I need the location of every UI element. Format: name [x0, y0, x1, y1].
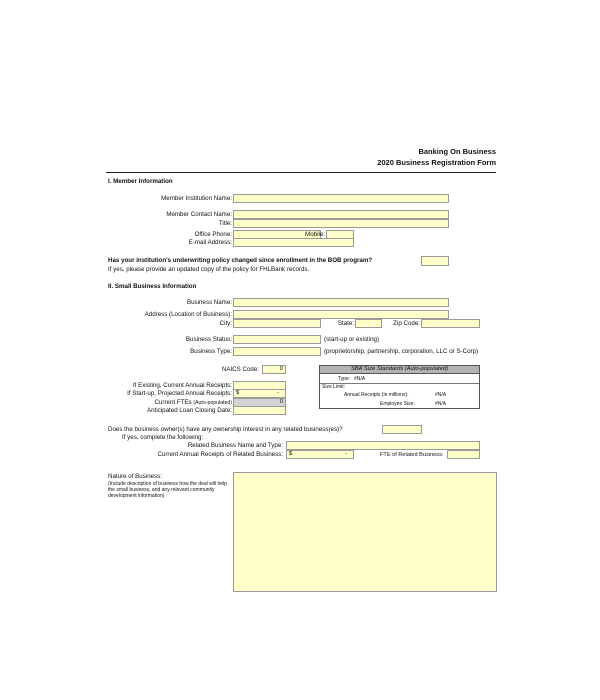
state-field[interactable] — [355, 319, 382, 328]
closing-date-label: Anticipated Loan Closing Date: — [147, 407, 232, 414]
ownership-field[interactable] — [382, 425, 422, 434]
title-divider — [106, 172, 496, 173]
startup-receipts-label: If Start-up, Projected Annual Receipts: — [127, 390, 232, 397]
status-field[interactable] — [233, 335, 321, 344]
sba-type-value: #N/A — [354, 376, 366, 382]
related-fte-label: FTE of Related Business: — [380, 452, 444, 458]
city-label: City: — [219, 320, 232, 327]
institution-name-label: Member Institution Name: — [161, 195, 232, 202]
ftes-label: Current FTEs — [154, 399, 192, 406]
existing-receipts-label: If Existing, Current Annual Receipts: — [132, 382, 232, 389]
zip-label: Zip Code: — [393, 320, 420, 327]
naics-label: NAICS Code: — [221, 366, 259, 373]
state-label: State: — [337, 320, 354, 327]
email-label: E-mail Address: — [188, 239, 232, 246]
ftes-auto-note: (Auto-populated) — [193, 400, 232, 406]
sba-receipts-value: #N/A — [435, 392, 447, 398]
section1-heading: I. Member Information — [108, 178, 173, 185]
office-phone-label: Office Phone: — [194, 231, 232, 238]
sba-size-limit-label: Size Limit: — [322, 384, 346, 390]
related-receipts-currency: $ — [289, 451, 293, 457]
startup-receipts-value: - — [277, 390, 279, 396]
form-title-line2: 2020 Business Registration Form — [377, 158, 496, 167]
email-field[interactable] — [233, 238, 354, 247]
nature-hint: (Include description of business how the deal will help the small business, and any relevant community development information) — [108, 481, 227, 499]
title-field[interactable] — [233, 219, 449, 228]
startup-receipts-currency: $ — [236, 390, 240, 396]
business-name-label: Business Name: — [186, 299, 232, 306]
type-hint: (proprietorship, partnership, corporation, LLC or S-Corp) — [324, 348, 479, 355]
policy-changed-field[interactable] — [421, 256, 449, 266]
ftes-label-wrap — [154, 399, 232, 407]
contact-name-field[interactable] — [233, 210, 449, 219]
sba-type-label: Type: — [338, 376, 351, 382]
nature-of-business-textarea[interactable] — [233, 472, 497, 592]
sba-employee-label: Employee Size: — [380, 401, 415, 407]
address-label: Address (Location of Business): — [144, 311, 232, 318]
complete-following-text: If yes, complete the following: — [122, 434, 204, 441]
status-hint: (start-up or existing) — [324, 336, 380, 343]
institution-name-field[interactable] — [233, 194, 449, 203]
related-receipts-field[interactable] — [286, 450, 354, 459]
section2-heading: II. Small Business Information — [108, 283, 197, 290]
type-field[interactable] — [233, 347, 321, 356]
sba-size-standards-box — [319, 365, 480, 409]
related-name-field[interactable] — [286, 441, 480, 450]
contact-name-label: Member Contact Name: — [166, 211, 232, 218]
sba-receipts-label: Annual Receipts (in millions): — [344, 392, 409, 398]
sba-header: SBA Size Standards (Auto-populated) — [320, 366, 479, 374]
policy-question: Has your institution's underwriting policy changed since enrollment in the BOB program? — [108, 257, 373, 264]
address-field[interactable] — [233, 310, 449, 319]
ownership-question: Does the business owner(s) have any ownership interest in any related business(es)? — [108, 426, 343, 433]
mobile-label: Mobile: — [305, 231, 325, 238]
naics-field[interactable]: 0 — [262, 365, 286, 374]
title-label: Title: — [218, 220, 232, 227]
zip-field[interactable] — [421, 319, 480, 328]
related-fte-field[interactable] — [447, 450, 480, 459]
nature-label: Nature of Business: — [108, 473, 162, 480]
related-receipts-value: - — [345, 451, 347, 457]
type-label: Business Type: — [190, 348, 232, 355]
related-receipts-label: Current Annual Receipts of Related Business: — [157, 451, 283, 458]
ftes-field: 0 — [233, 398, 286, 407]
city-field[interactable] — [233, 319, 321, 328]
status-label: Business Status: — [185, 336, 232, 343]
form-title-line1: Banking On Business — [418, 147, 496, 156]
sba-employee-value: #N/A — [435, 401, 447, 407]
startup-receipts-field[interactable] — [233, 389, 286, 398]
policy-note: If yes, please provide an updated copy of the policy for FHLBank records. — [108, 266, 310, 273]
related-name-label: Related Business Name and Type: — [187, 442, 283, 449]
closing-date-field[interactable] — [233, 406, 286, 415]
business-name-field[interactable] — [233, 298, 449, 307]
